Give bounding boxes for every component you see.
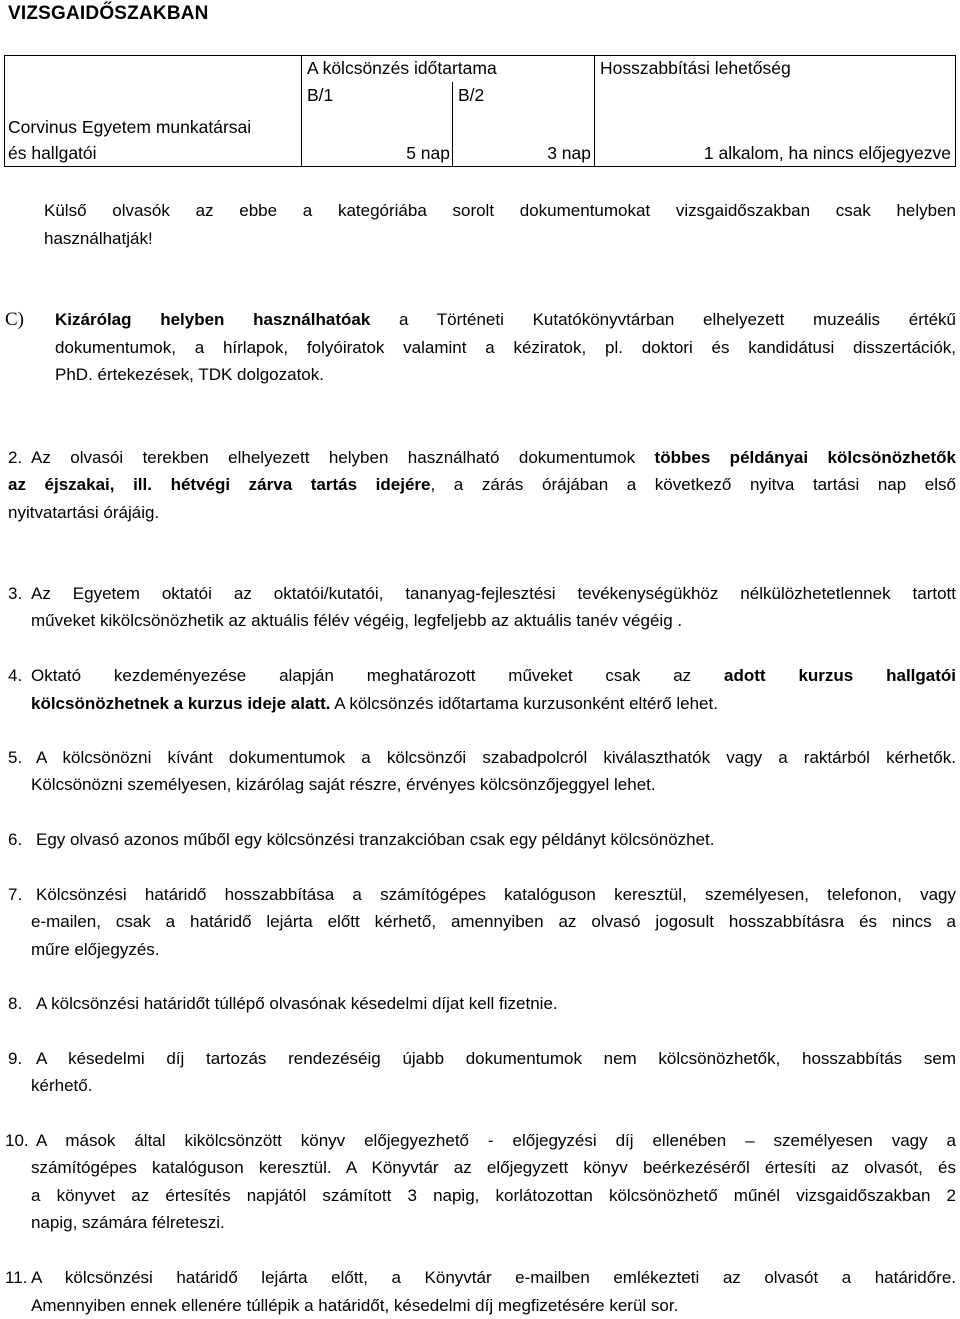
item-2-continuation [8, 471, 956, 526]
item-3-line-2: műveket kikölcsönözhetik az aktuális félév végéig, legfeljebb az aktuális tanév végéig . [31, 607, 956, 635]
item-5-line-2: Kölcsönözni személyesen, kizárólag saját részre, érvényes kölcsönzőjeggyel lehet. [31, 771, 956, 799]
section-c-line-3: PhD. értekezések, TDK dolgozatok. [55, 361, 956, 389]
item-7-line-3: műre előjegyzés. [31, 936, 956, 964]
item-4-bold-2: kölcsönözhetnek a kurzus ideje alatt. [31, 694, 330, 713]
note-line-2: használhatják! [44, 225, 956, 253]
item-number: 6. [8, 826, 22, 854]
item-5-continuation [31, 771, 956, 799]
item-10-text [36, 1127, 956, 1155]
item-4-line-1 [31, 662, 956, 690]
page-title: VIZSGAIDŐSZAKBAN [8, 3, 209, 25]
table-border-top [4, 55, 956, 56]
table-divider-1 [301, 55, 302, 167]
item-3-line-1: Az Egyetem oktatói az oktatói/kutatói, tananyag-fejlesztési tevékenységükhöz nélkülözhetetlennek tartott [31, 580, 956, 608]
item-2-line-3: nyitvatartási órájáig. [8, 499, 956, 527]
item-2-plain: Az olvasói terekben elhelyezett helyben használható dokumentumok [31, 448, 655, 467]
col-header-duration: A kölcsönzés időtartama [307, 58, 497, 79]
section-c-line-1 [55, 306, 956, 334]
table-divider-2 [452, 82, 453, 167]
table-divider-3 [594, 55, 595, 167]
table-border-left [4, 55, 5, 167]
item-4-line-2 [31, 690, 956, 718]
section-c-text [55, 306, 956, 389]
item-10-line-4: napig, számára félreteszi. [31, 1209, 956, 1237]
table-border-bottom [4, 166, 956, 167]
external-readers-note [44, 197, 956, 252]
sub-header-b2: B/2 [458, 85, 484, 106]
item-9-line-2: kérhető. [31, 1072, 956, 1100]
item-4-plain: Oktató kezdeményezése alapján meghatározott műveket csak az [31, 666, 724, 685]
item-10-line-1: A mások által kikölcsönzött könyv előjegyezhető - előjegyzési díj ellenében – személyesen vagy a [36, 1127, 956, 1155]
item-7-line-1: Kölcsönzési határidő hosszabbítása a számítógépes katalóguson keresztül, személyesen, telefonon, vagy [36, 881, 956, 909]
renewal-value: 1 alkalom, ha nincs előjegyezve [704, 143, 951, 164]
item-number: 8. [8, 990, 22, 1018]
item-2-bold: többes példányai kölcsönözhetők [655, 448, 956, 467]
item-3-continuation [31, 607, 956, 635]
item-10-continuation [31, 1154, 956, 1237]
section-c-bold: Kizárólag helyben használhatóak [55, 310, 370, 329]
item-9-text [36, 1045, 956, 1073]
item-number: 11. [5, 1264, 27, 1292]
item-4-text [31, 662, 956, 717]
row-label-line2: és hallgatói [8, 143, 97, 164]
item-9-continuation [31, 1072, 956, 1100]
item-7-continuation [31, 908, 956, 963]
item-number: 3. [8, 580, 22, 608]
item-2-rest: , a zárás órájában a következő nyitva tartási nap első [430, 475, 956, 494]
item-number: 4. [8, 662, 22, 690]
item-8-text [36, 990, 956, 1018]
item-7-line-2: e-mailen, csak a határidő lejárta előtt kérhető, amennyiben az olvasó jogosult hosszabbításra és nincs a [31, 908, 956, 936]
item-number: 10. [5, 1127, 29, 1155]
item-11-line-1: A kölcsönzési határidő lejárta előtt, a Könyvtár e-mailben emlékezteti az olvasót a határidőre. [31, 1264, 956, 1292]
item-11-text [31, 1264, 956, 1319]
item-7-text [36, 881, 956, 909]
item-5-line-1: A kölcsönözni kívánt dokumentumok a kölcsönzői szabadpolcról kiválaszthatók vagy a raktárból kérhetők. [36, 744, 956, 772]
item-2-line-1 [31, 444, 956, 472]
item-number: 7. [8, 881, 22, 909]
item-2-text [31, 444, 956, 472]
item-6-text [36, 826, 956, 854]
item-number: 5. [8, 744, 22, 772]
b1-value: 5 nap [406, 143, 450, 164]
item-2-bold-2: az éjszakai, ill. hétvégi zárva tartás idejére [8, 475, 430, 494]
item-5-text [36, 744, 956, 772]
item-3-text [31, 580, 956, 608]
item-10-line-3: a könyvet az értesítés napjától számított 3 napig, korlátozottan kölcsönözhető műnél vizsgaidőszakban 2 [31, 1182, 956, 1210]
table-border-right [955, 55, 956, 167]
item-8-line-1: A kölcsönzési határidőt túllépő olvasónak késedelmi díjat kell fizetnie. [36, 990, 956, 1018]
note-line-1: Külső olvasók az ebbe a kategóriába sorolt dokumentumokat vizsgaidőszakban csak helyben [44, 197, 956, 225]
item-number: 2. [8, 444, 22, 472]
item-4-rest: A kölcsönzés időtartama kurzusonként eltérő lehet. [330, 694, 717, 713]
sub-header-b1: B/1 [307, 85, 333, 106]
item-6-line-1: Egy olvasó azonos műből egy kölcsönzési tranzakcióban csak egy példányt kölcsönözhet. [36, 826, 956, 854]
col-header-renewal: Hosszabbítási lehetőség [600, 58, 791, 79]
b2-value: 3 nap [547, 143, 591, 164]
item-number: 9. [8, 1045, 22, 1073]
item-10-line-2: számítógépes katalóguson keresztül. A Könyvtár az előjegyzett könyv beérkezéséről értesíti az olvasót, és [31, 1154, 956, 1182]
loan-period-table [4, 55, 956, 167]
row-label-line1: Corvinus Egyetem munkatársai [8, 117, 251, 138]
section-c-line-2: dokumentumok, a hírlapok, folyóiratok valamint a kéziratok, pl. doktori és kandidátusi disszertációk, [55, 334, 956, 362]
item-9-line-1: A késedelmi díj tartozás rendezéséig újabb dokumentumok nem kölcsönözhetők, hosszabbítás sem [36, 1045, 956, 1073]
section-c-marker: C) [5, 306, 24, 334]
item-4-bold: adott kurzus hallgatói [724, 666, 956, 685]
item-11-line-2: Amennyiben ennek ellenére túllépik a határidőt, késedelmi díj megfizetésére kerül sor. [31, 1292, 956, 1319]
section-c-line1-rest: a Történeti Kutatókönyvtárban elhelyezett muzeális értékű [370, 310, 956, 329]
item-2-line-2 [8, 471, 956, 499]
